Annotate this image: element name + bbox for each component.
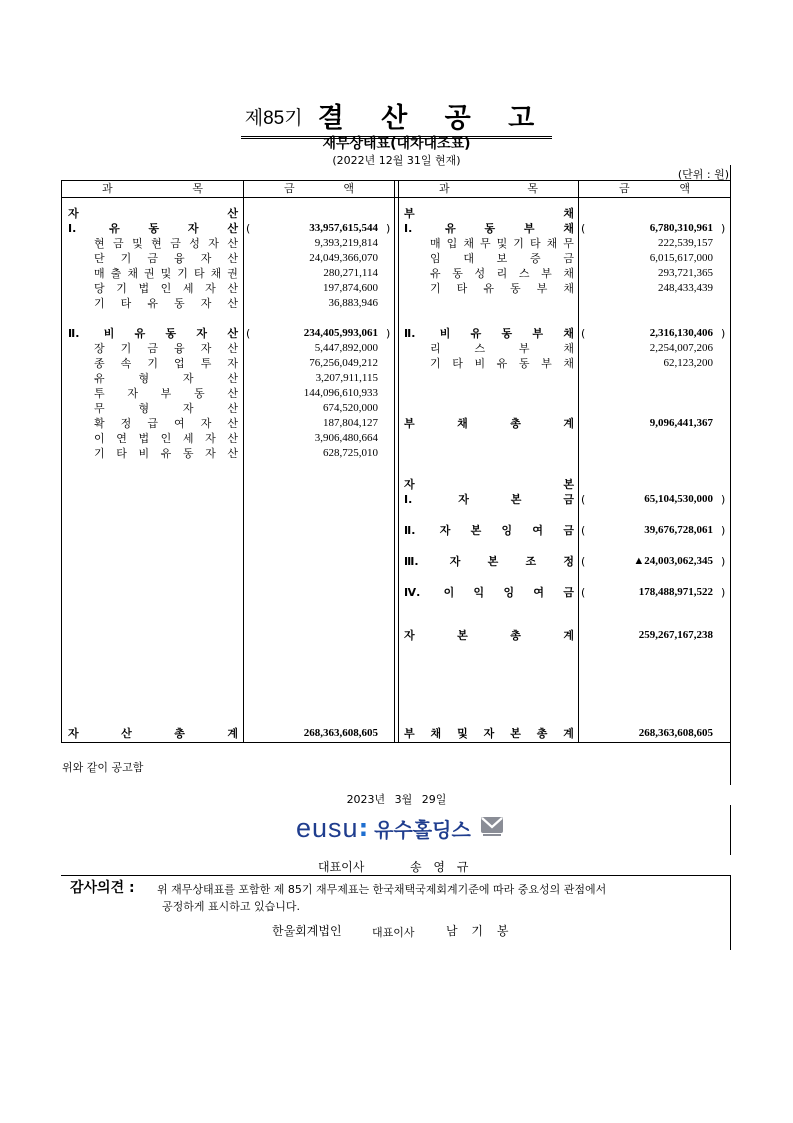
equity-item-open-paren: ( xyxy=(581,555,586,568)
current-asset-item-label: 단 기 금 융 자 산 xyxy=(94,252,238,265)
total-liabilities-amount: 9,096,441,367 xyxy=(649,417,713,429)
logo-korean: 유수홀딩스 xyxy=(374,817,471,842)
current-liability-item-label: 기 타 유 동 부 채 xyxy=(430,282,574,295)
current-assets-amount: 33,957,615,544 xyxy=(309,222,378,234)
noncurrent-liabilities-amount: 2,316,130,406 xyxy=(649,327,713,339)
current-asset-item-amount: 280,271,114 xyxy=(323,267,378,279)
current-asset-item-amount: 197,874,600 xyxy=(323,282,378,294)
equity-item-amount: 178,488,971,522 xyxy=(638,586,713,598)
header-left-subject: 과 목 xyxy=(102,182,203,195)
current-assets-label: Ⅰ. 유 동 자 산 xyxy=(68,222,238,235)
noncurrent-asset-item-label: 이 연 법 인 세 자 산 xyxy=(94,432,238,445)
noncurrent-liability-item-label: 기 타 비 유 동 부 채 xyxy=(430,357,574,370)
noncurrent-asset-item-amount: 3,207,911,115 xyxy=(315,372,378,384)
current-asset-item-amount: 24,049,366,070 xyxy=(309,252,378,264)
current-liability-item-amount: 222,539,157 xyxy=(658,237,713,249)
current-asset-item-amount: 9,393,219,814 xyxy=(314,237,378,249)
current-liability-item-amount: 293,721,365 xyxy=(658,267,713,279)
total-assets-label: 자 산 총 계 xyxy=(68,727,238,740)
equity-item-close-paren: ) xyxy=(721,524,726,537)
notice-date: 2023년 3월 29일 xyxy=(346,793,447,806)
ceo-title: 대표이사 xyxy=(318,860,365,874)
header-left-amount: 금 액 xyxy=(284,182,354,195)
noncurrent-liabilities-close-paren: ) xyxy=(721,327,726,340)
notice-text: 위와 같이 공고함 xyxy=(62,761,144,774)
total-equity-label: 자 본 총 계 xyxy=(404,629,574,642)
noncurrent-asset-item-label: 종 속 기 업 투 자 xyxy=(94,357,238,370)
noncurrent-liabilities-open-paren: ( xyxy=(581,327,586,340)
equity-item-label: Ⅰ. 자 본 금 xyxy=(404,493,574,506)
current-liabilities-label: Ⅰ. 유 동 부 채 xyxy=(404,222,574,235)
total-equity-amount: 259,267,167,238 xyxy=(638,629,713,641)
audit-text-line-1: 위 재무상태표를 포함한 제 85기 재무제표는 한국채택국제회계기준에 따라 중요성의 관점에서 xyxy=(157,883,607,896)
current-assets-close-paren: ) xyxy=(386,222,391,235)
current-liabilities-amount: 6,780,310,961 xyxy=(649,222,713,234)
current-liability-item-label: 임 대 보 증 금 xyxy=(430,252,574,265)
fiscal-term: 제85기 xyxy=(244,108,303,129)
audit-text-line-2: 공정하게 표시하고 있습니다. xyxy=(162,900,301,913)
noncurrent-assets-close-paren: ) xyxy=(386,327,391,340)
header-right-amount: 금 액 xyxy=(619,182,690,195)
liabilities-section-heading: 부 채 xyxy=(404,207,574,220)
current-liabilities-open-paren: ( xyxy=(581,222,586,235)
equity-item-open-paren: ( xyxy=(581,493,586,506)
auditor-name: 남 기 봉 xyxy=(446,924,514,938)
noncurrent-assets-label: Ⅱ. 비 유 동 자 산 xyxy=(68,327,238,340)
noncurrent-asset-item-amount: 628,725,010 xyxy=(323,447,378,459)
current-asset-item-label: 기 타 유 동 자 산 xyxy=(94,297,238,310)
auditor-title: 대표이사 xyxy=(372,926,415,939)
total-liabilities-and-equity-label: 부 채 및 자 본 총 계 xyxy=(404,727,574,740)
equity-item-close-paren: ) xyxy=(721,586,726,599)
equity-item-amount: 39,676,728,061 xyxy=(644,524,713,536)
equity-section-heading: 자 본 xyxy=(404,478,574,491)
noncurrent-assets-open-paren: ( xyxy=(246,327,251,340)
noncurrent-liability-item-amount: 62,123,200 xyxy=(663,357,713,369)
equity-item-amount: 65,104,530,000 xyxy=(644,493,713,505)
logo-wordmark: eusu xyxy=(296,812,359,843)
noncurrent-liability-item-amount: 2,254,007,206 xyxy=(649,342,713,354)
noncurrent-asset-item-amount: 144,096,610,933 xyxy=(303,387,378,399)
equity-item-label: Ⅳ. 이 익 잉 여 금 xyxy=(404,586,574,599)
current-liability-item-label: 유 동 성 리 스 부 채 xyxy=(430,267,574,280)
equity-item-open-paren: ( xyxy=(581,524,586,537)
auditor-firm: 한울회계법인 xyxy=(272,924,342,938)
audit-label: 감사의견 : xyxy=(70,880,135,896)
noncurrent-liabilities-label: Ⅱ. 비 유 동 부 채 xyxy=(404,327,574,340)
unit-label: (단위 : 원) xyxy=(677,168,729,181)
current-assets-open-paren: ( xyxy=(246,222,251,235)
noncurrent-asset-item-amount: 5,447,892,000 xyxy=(314,342,378,354)
current-liability-item-amount: 6,015,617,000 xyxy=(649,252,713,264)
header-right-subject: 과 목 xyxy=(439,182,538,195)
equity-item-close-paren: ) xyxy=(721,555,726,568)
current-liability-item-amount: 248,433,439 xyxy=(658,282,713,294)
noncurrent-asset-item-label: 장 기 금 융 자 산 xyxy=(94,342,238,355)
total-liabilities-label: 부 채 총 계 xyxy=(404,417,574,430)
current-liability-item-label: 매 입 채 무 및 기 타 채 무 xyxy=(430,237,574,250)
ceo-name: 송 영 규 xyxy=(410,860,473,874)
noncurrent-asset-item-label: 무 형 자 산 xyxy=(94,402,238,415)
current-liabilities-close-paren: ) xyxy=(721,222,726,235)
total-assets-amount: 268,363,608,605 xyxy=(303,727,378,739)
date-line: (2022년 12월 31일 현재) xyxy=(332,154,461,167)
total-liabilities-and-equity-amount: 268,363,608,605 xyxy=(638,727,713,739)
logo-separator: : xyxy=(358,814,369,842)
current-asset-item-label: 현 금 및 현 금 성 자 산 xyxy=(94,237,238,250)
equity-item-amount: ▲24,003,062,345 xyxy=(633,555,713,567)
current-asset-item-label: 당 기 법 인 세 자 산 xyxy=(94,282,238,295)
current-asset-item-label: 매 출 채 권 및 기 타 채 권 xyxy=(94,267,238,280)
noncurrent-asset-item-amount: 674,520,000 xyxy=(323,402,378,414)
equity-item-close-paren: ) xyxy=(721,493,726,506)
assets-section-heading: 자 산 xyxy=(68,207,238,220)
noncurrent-asset-item-label: 기 타 비 유 동 자 산 xyxy=(94,447,238,460)
noncurrent-assets-amount: 234,405,993,061 xyxy=(303,327,378,339)
noncurrent-asset-item-label: 유 형 자 산 xyxy=(94,372,238,385)
equity-item-label: Ⅲ. 자 본 조 정 xyxy=(404,555,574,568)
current-asset-item-amount: 36,883,946 xyxy=(328,297,378,309)
noncurrent-asset-item-amount: 3,906,480,664 xyxy=(314,432,378,444)
equity-item-label: Ⅱ. 자 본 잉 여 금 xyxy=(404,524,574,537)
noncurrent-liability-item-label: 리 스 부 채 xyxy=(430,342,574,355)
noncurrent-asset-item-amount: 187,804,127 xyxy=(323,417,378,429)
title-main: 결 산 공 고 xyxy=(317,103,549,134)
subtitle: 재무상태표(대차대조표) xyxy=(322,136,471,152)
company-logo xyxy=(296,810,505,846)
equity-item-open-paren: ( xyxy=(581,586,586,599)
noncurrent-asset-item-label: 투 자 부 동 산 xyxy=(94,387,238,400)
noncurrent-asset-item-amount: 76,256,049,212 xyxy=(309,357,378,369)
logo-emblem-icon xyxy=(479,813,505,843)
noncurrent-asset-item-label: 확 정 급 여 자 산 xyxy=(94,417,238,430)
